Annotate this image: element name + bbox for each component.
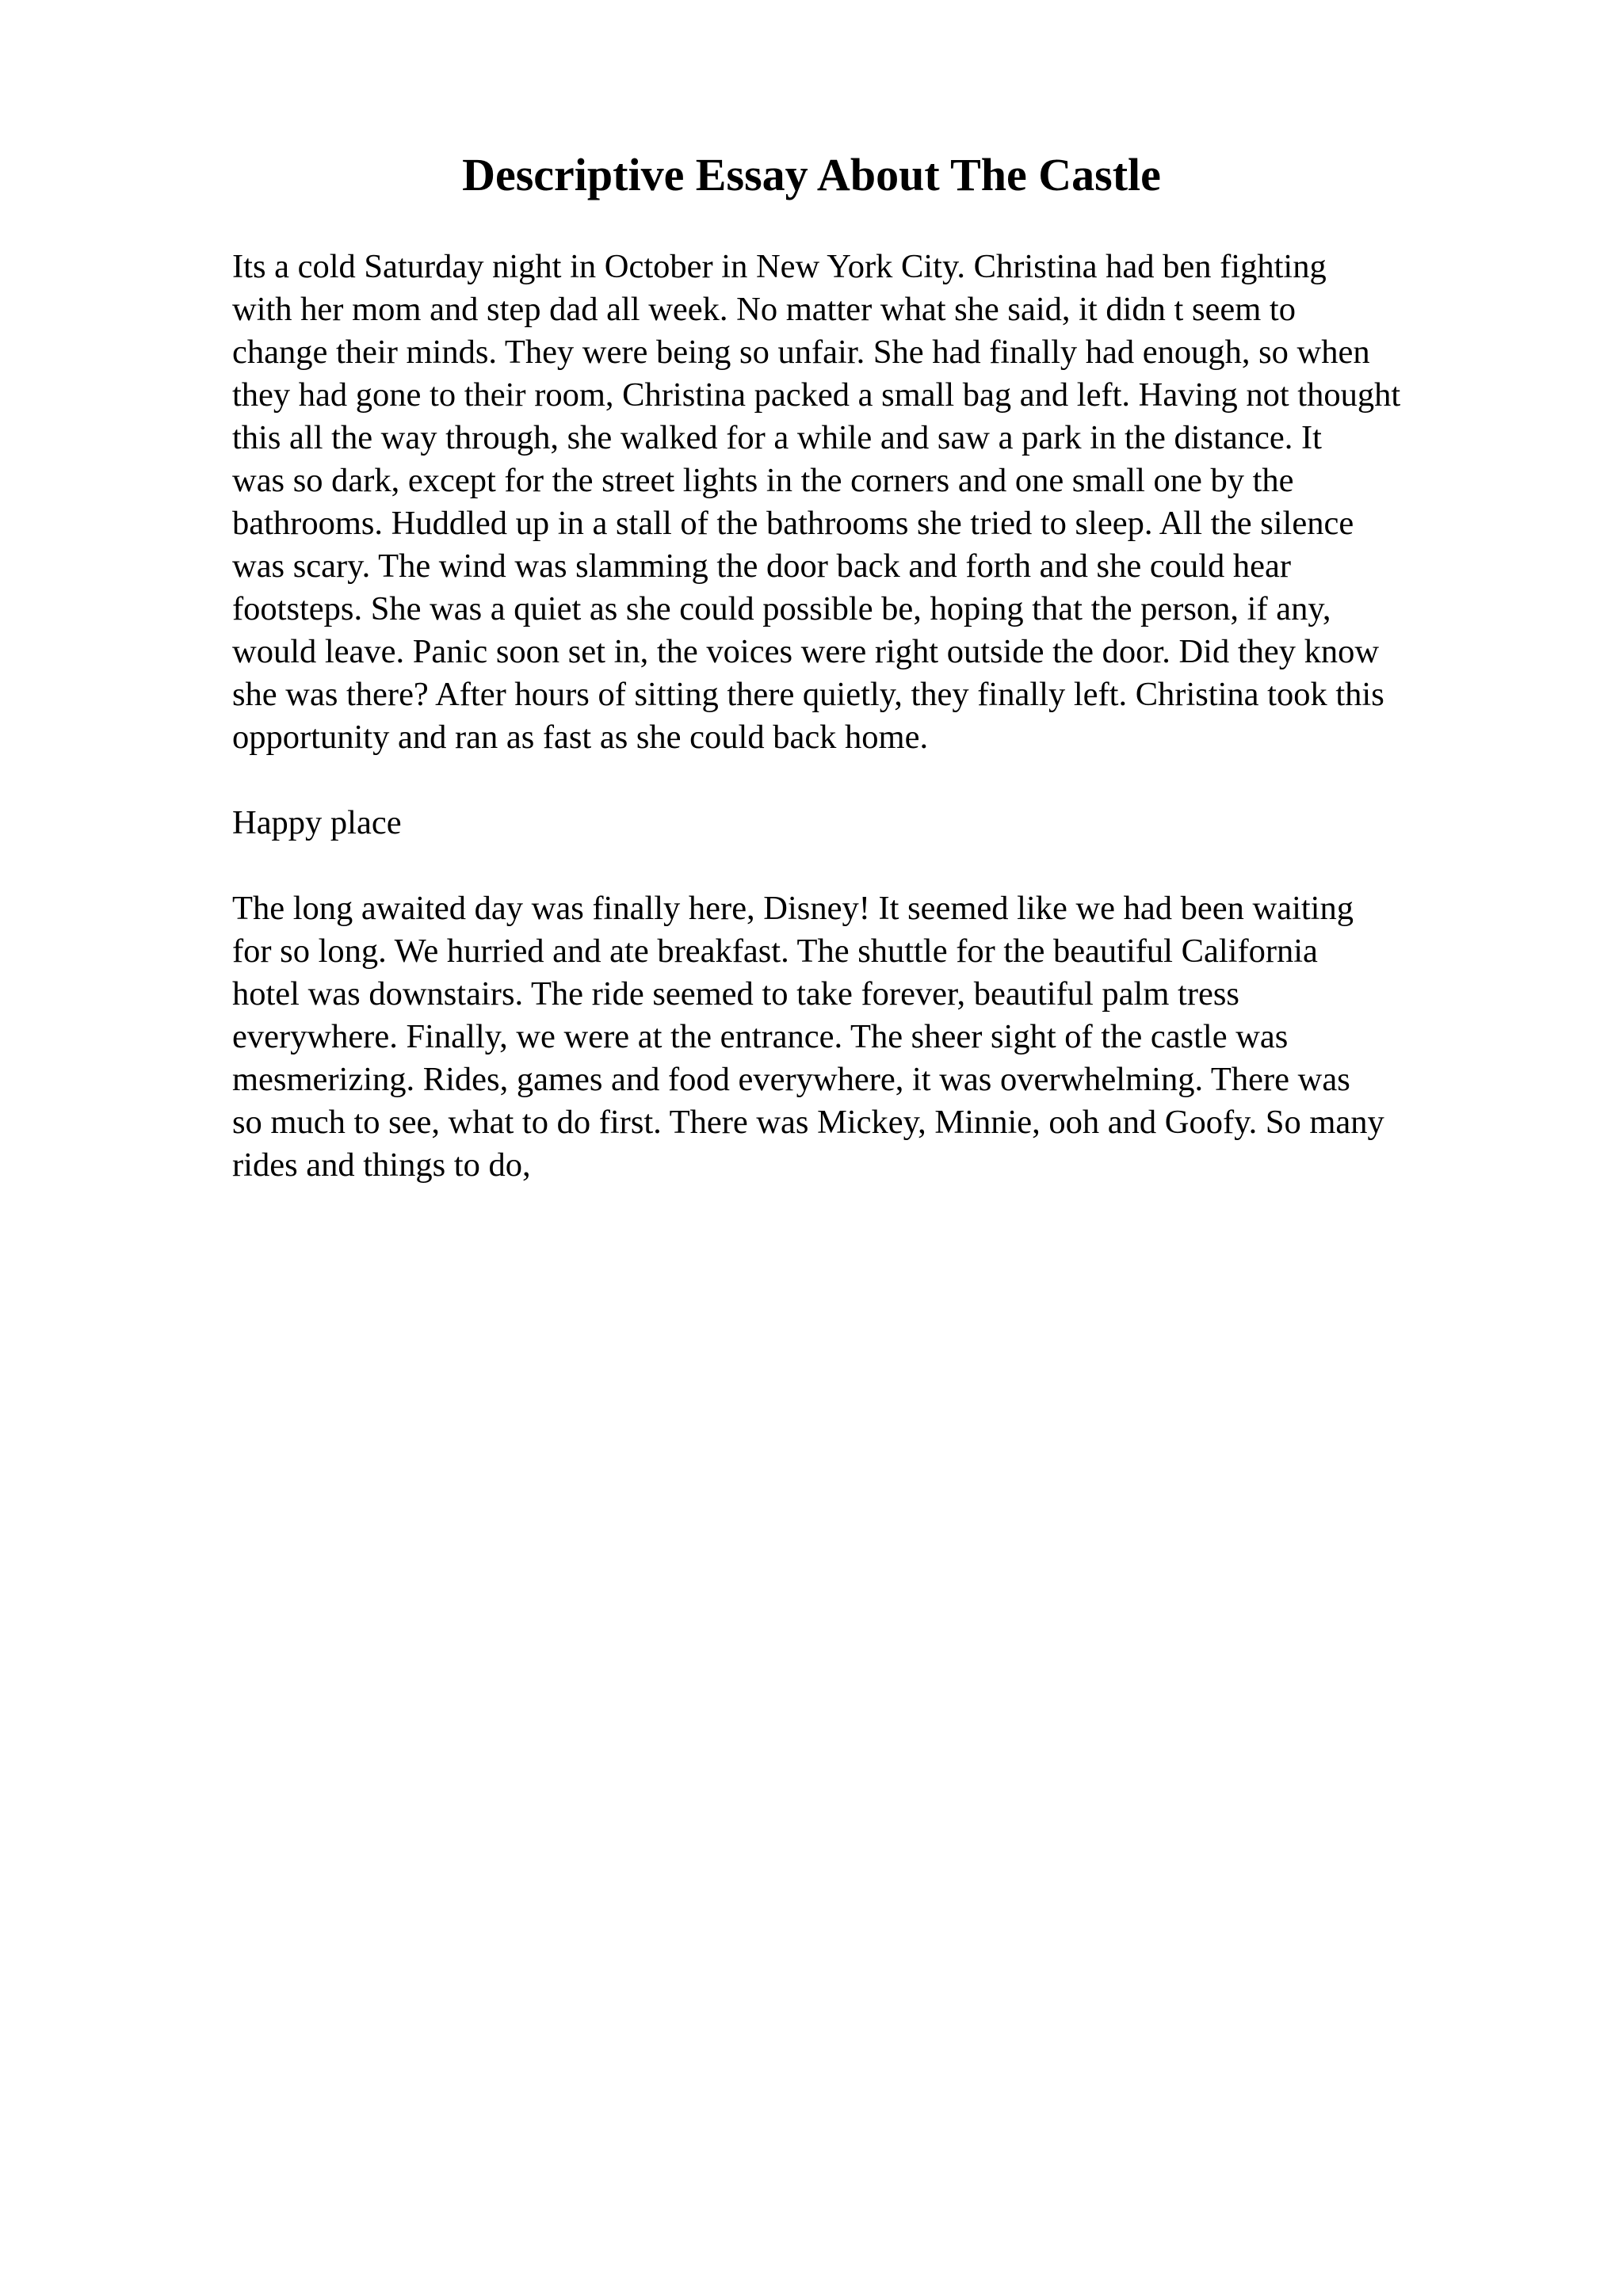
- paragraph-line: for so long. We hurried and ate breakfast. The shuttle for the beautiful California: [232, 933, 1318, 970]
- paragraph-line: change their minds. They were being so unfair. She had finally had enough, so when: [232, 334, 1370, 371]
- paragraph-spacer: [232, 759, 1532, 802]
- paragraph-line: hotel was downstairs. The ride seemed to take forever, beautiful palm tress: [232, 975, 1239, 1013]
- paragraph-line: rides and things to do,: [232, 1146, 531, 1184]
- subheading: Happy place: [232, 804, 402, 841]
- paragraph-line: with her mom and step dad all week. No matter what she said, it didn t seem to: [232, 291, 1296, 328]
- paragraph-2: [232, 887, 1532, 1187]
- paragraph-line: Its a cold Saturday night in October in New York City. Christina had ben fighting: [232, 248, 1327, 285]
- paragraph-line: they had gone to their room, Christina packed a small bag and left. Having not thought: [232, 376, 1401, 414]
- paragraph-1: [232, 246, 1532, 759]
- paragraph-line: was scary. The wind was slamming the door back and forth and she could hear: [232, 547, 1292, 585]
- document-body: [232, 246, 1532, 1187]
- paragraph-line: footsteps. She was a quiet as she could possible be, hoping that the person, if any,: [232, 590, 1331, 627]
- paragraph-spacer: [232, 845, 1532, 887]
- paragraph-line: opportunity and ran as fast as she could back home.: [232, 719, 929, 756]
- document-title: Descriptive Essay About The Castle: [462, 149, 1161, 200]
- paragraph-line: The long awaited day was finally here, Disney! It seemed like we had been waiting: [232, 890, 1354, 927]
- paragraph-line: so much to see, what to do first. There was Mickey, Minnie, ooh and Goofy. So many: [232, 1104, 1384, 1141]
- paragraph-line: she was there? After hours of sitting there quietly, they finally left. Christina took this: [232, 676, 1384, 713]
- paragraph-line: was so dark, except for the street lights in the corners and one small one by the: [232, 462, 1294, 499]
- paragraph-line: mesmerizing. Rides, games and food everywhere, it was overwhelming. There was: [232, 1061, 1350, 1098]
- paragraph-line: would leave. Panic soon set in, the voices were right outside the door. Did they know: [232, 633, 1380, 670]
- paragraph-line: everywhere. Finally, we were at the entrance. The sheer sight of the castle was: [232, 1018, 1289, 1055]
- paragraph-line: bathrooms. Huddled up in a stall of the bathrooms she tried to sleep. All the silence: [232, 505, 1354, 542]
- paragraph-line: this all the way through, she walked for a while and saw a park in the distance. It: [232, 419, 1322, 456]
